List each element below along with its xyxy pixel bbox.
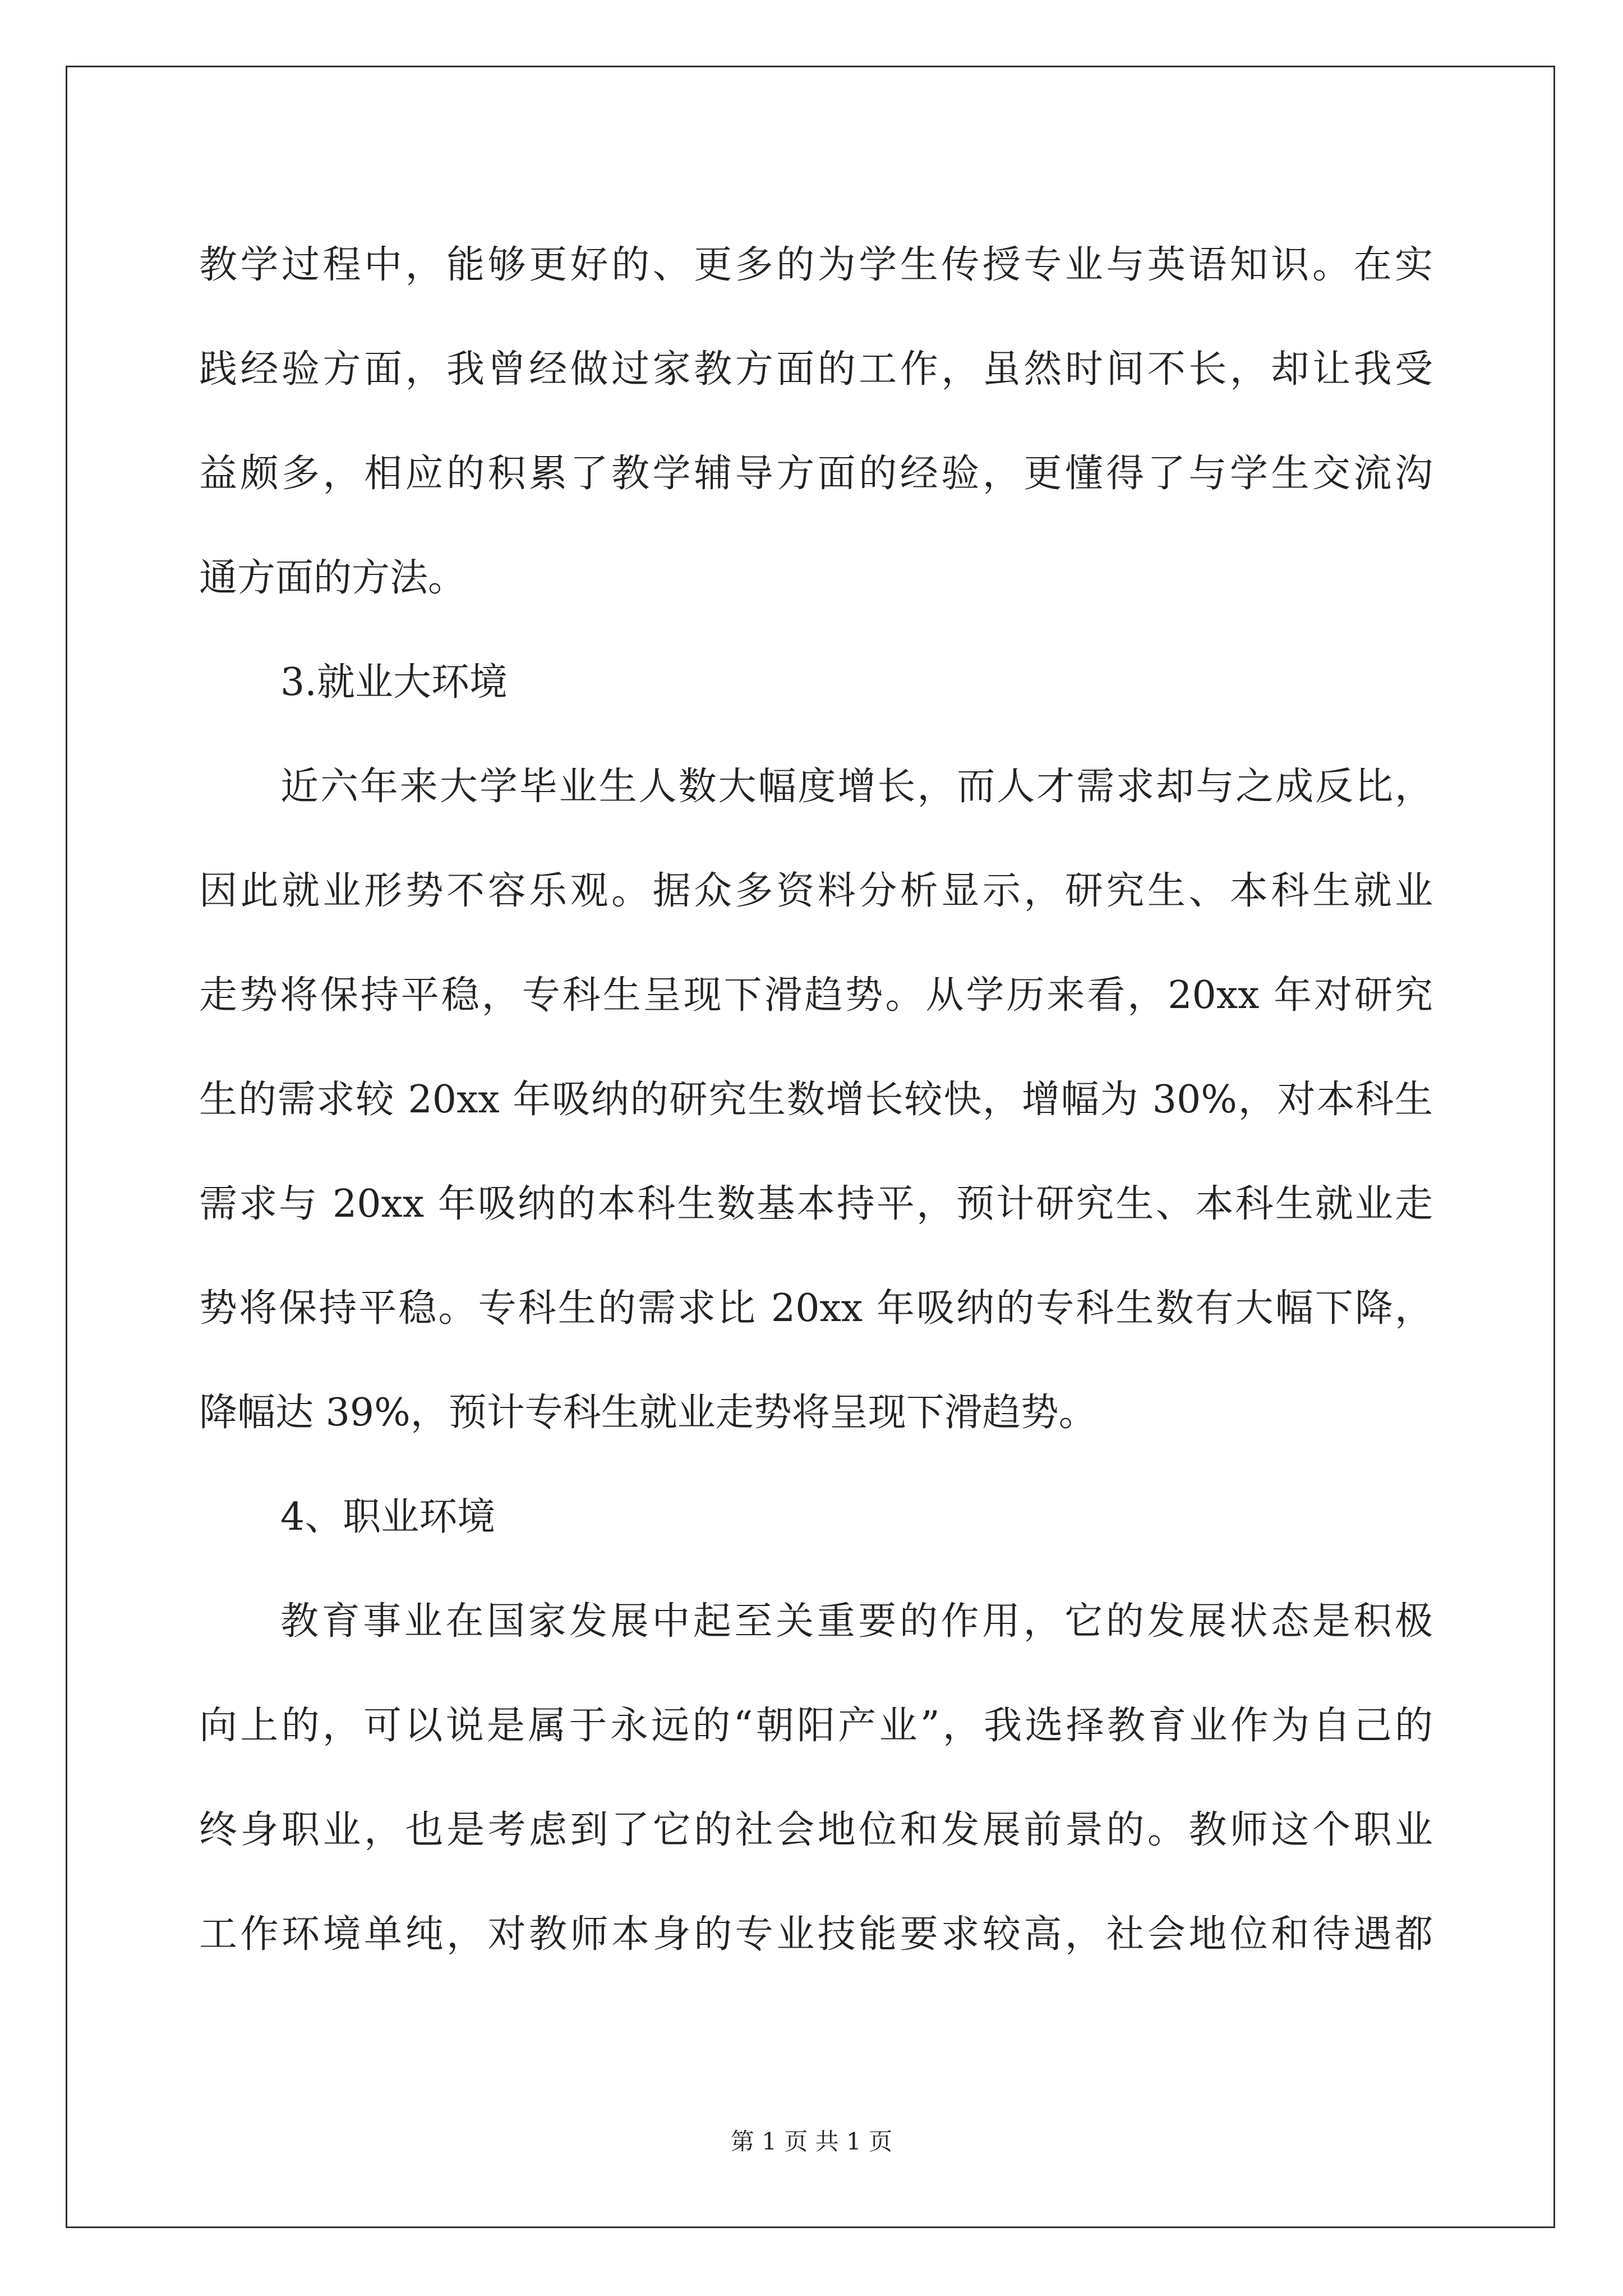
paragraph-line: 终身职业，也是考虑到了它的社会地位和发展前景的。教师这个职业 bbox=[199, 1808, 1433, 1852]
paragraph-line: 近六年来大学毕业生人数大幅度增长，而人才需求却与之成反比， bbox=[280, 765, 1433, 809]
paragraph-line: 教育事业在国家发展中起至关重要的作用，它的发展状态是积极 bbox=[280, 1599, 1433, 1644]
paragraph-line: 因此就业形势不容乐观。据众多资料分析显示，研究生、本科生就业 bbox=[199, 869, 1433, 913]
page-footer: 第 1 页 共 1 页 bbox=[730, 2128, 893, 2155]
paragraph-line: 生的需求较 20xx 年吸纳的研究生数增长较快，增幅为 30%，对本科生 bbox=[199, 1078, 1433, 1122]
paragraph-line: 通方面的方法。 bbox=[199, 556, 467, 600]
paragraph-line: 降幅达 39%，预计专科生就业走势将呈现下滑趋势。 bbox=[199, 1391, 1097, 1435]
paragraph-line: 向上的，可以说是属于永远的“朝阳产业”，我选择教育业作为自己的 bbox=[199, 1704, 1433, 1748]
section-heading-career-environment: 4、职业环境 bbox=[280, 1495, 496, 1539]
paragraph-line: 践经验方面，我曾经做过家教方面的工作，虽然时间不长，却让我受 bbox=[199, 347, 1433, 392]
paragraph-line: 需求与 20xx 年吸纳的本科生数基本持平，预计研究生、本科生就业走 bbox=[199, 1182, 1433, 1226]
paragraph-line: 工作环境单纯，对教师本身的专业技能要求较高，社会地位和待遇都 bbox=[199, 1912, 1433, 1957]
section-heading-employment-environment: 3.就业大环境 bbox=[280, 660, 508, 705]
document-body bbox=[199, 213, 1433, 1987]
paragraph-line: 势将保持平稳。专科生的需求比 20xx 年吸纳的专科生数有大幅下降， bbox=[199, 1286, 1433, 1331]
paragraph-line: 走势将保持平稳，专科生呈现下滑趋势。从学历来看，20xx 年对研究 bbox=[199, 973, 1433, 1018]
paragraph-line: 教学过程中，能够更好的、更多的为学生传授专业与英语知识。在实 bbox=[199, 243, 1433, 287]
paragraph-line: 益颇多，相应的积累了教学辅导方面的经验，更懂得了与学生交流沟 bbox=[199, 452, 1433, 496]
